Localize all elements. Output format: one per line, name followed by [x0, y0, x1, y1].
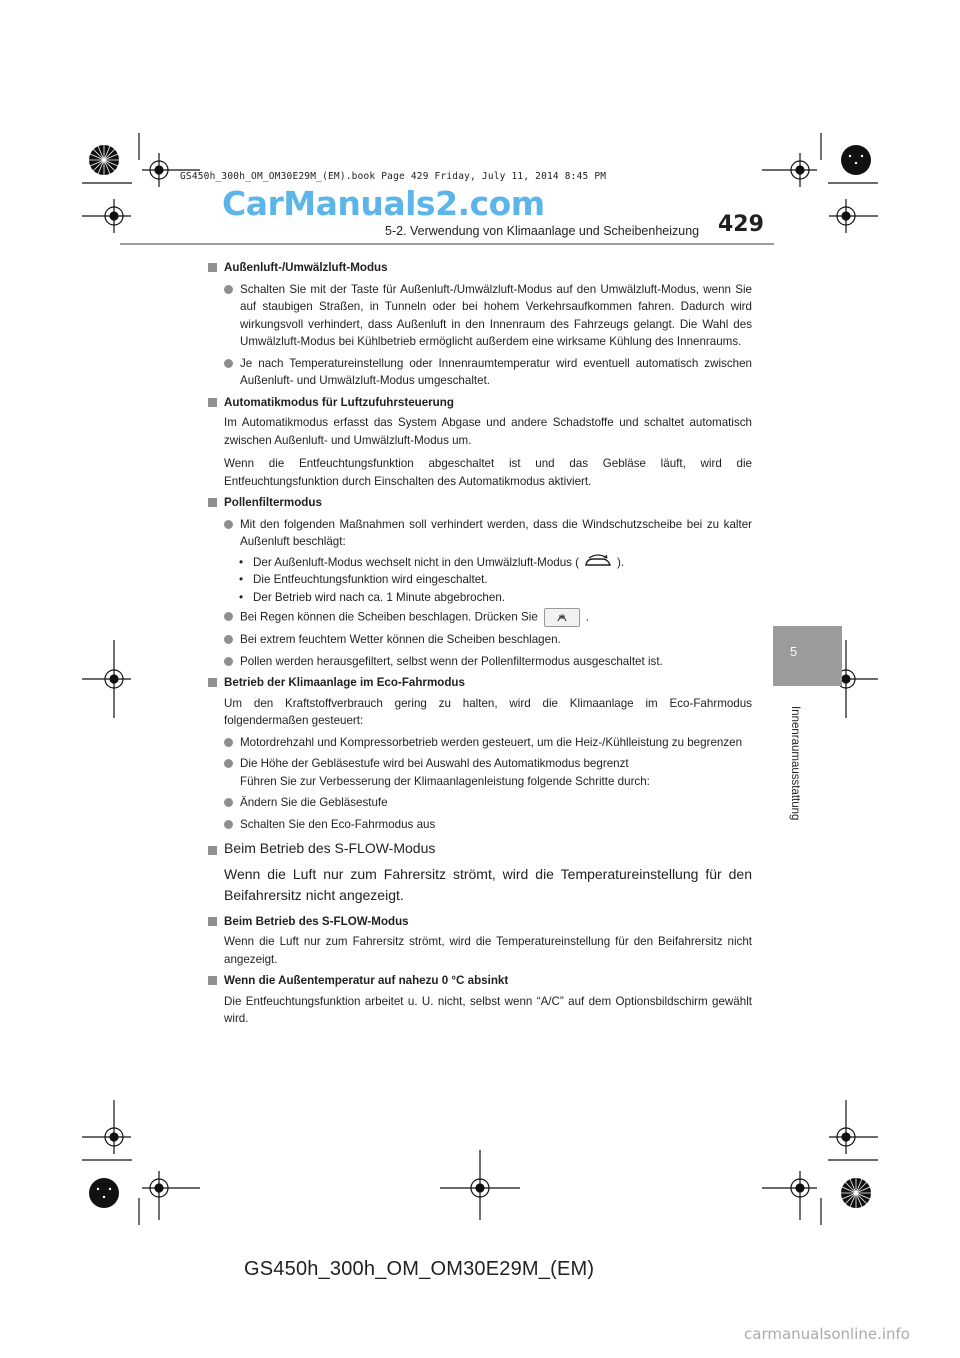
square-bullet-icon: [208, 398, 217, 407]
paragraph: Wenn die Luft nur zum Fahrersitz strömt, wird die Temperatureinstellung für den Beifahrersitz nicht angezeigt.: [224, 935, 752, 966]
section-heading: Betrieb der Klimaanlage im Eco-Fahrmodus: [207, 674, 752, 692]
bottom-watermark[interactable]: carmanualsonline.info: [744, 1325, 910, 1343]
list-item: Motordrehzahl und Kompressorbetrieb werden gesteuert, um die Heiz-/Kühlleistung zu begrenzen: [207, 734, 752, 752]
starburst-mark-icon: [89, 1178, 119, 1208]
starburst-mark-icon: [841, 145, 871, 175]
sub-list-item: • Der Betrieb wird nach ca. 1 Minute abgebrochen.: [239, 590, 505, 604]
file-info: GS450h_300h_OM_OM30E29M_(EM).book Page 429 Friday, July 11, 2014 8:45 PM: [180, 171, 607, 182]
page-number: 429: [718, 212, 764, 237]
section-title: 5-2. Verwendung von Klimaanlage und Scheibenheizung: [385, 224, 700, 238]
registration-mark-icon: [762, 153, 817, 187]
registration-mark-icon: [440, 1150, 520, 1220]
round-bullet-icon: [224, 635, 233, 644]
section-heading: Automatikmodus für Luftzufuhrsteuerung: [207, 394, 752, 412]
paragraph: Um den Kraftstoffverbrauch gering zu halten, wird die Klimaanlage im Eco-Fahrmodus folgendermaßen gesteuert:: [224, 696, 752, 727]
round-bullet-icon: [224, 738, 233, 747]
list-item: Je nach Temperatureinstellung oder Innenraumtemperatur wird eventuell automatisch zwischen Außenluft- und Umwälzluft-Modus umgeschaltet.: [207, 355, 752, 390]
paragraph: Wenn die Luft nur zum Fahrersitz strömt, wird die Temperatureinstellung für den Beifahrersitz nicht angezeigt.: [224, 865, 752, 903]
section-heading: Pollenfiltermodus: [207, 494, 752, 512]
defroster-button-icon[interactable]: [544, 608, 580, 627]
round-bullet-icon: [224, 820, 233, 829]
round-bullet-icon: [224, 285, 233, 294]
list-item: Schalten Sie den Eco-Fahrmodus aus: [207, 816, 752, 834]
round-bullet-icon: [224, 520, 233, 529]
chapter-number: 5: [790, 644, 798, 659]
section-heading: Beim Betrieb des S-FLOW-Modus: [207, 913, 752, 931]
registration-mark-icon: [82, 640, 131, 718]
section-heading: Beim Betrieb des S-FLOW-Modus: [207, 840, 752, 858]
square-bullet-icon: [208, 498, 217, 507]
chapter-label: Innenraumausstattung: [789, 706, 801, 821]
square-bullet-icon: [208, 678, 217, 687]
chapter-tab[interactable]: [773, 626, 842, 686]
footer-code: GS450h_300h_OM_OM30E29M_(EM): [244, 1258, 595, 1280]
square-bullet-icon: [208, 917, 217, 926]
round-bullet-icon: [224, 798, 233, 807]
registration-mark-icon: [82, 199, 131, 233]
round-bullet-icon: [224, 657, 233, 666]
paragraph: Die Entfeuchtungsfunktion arbeitet u. U. nicht, selbst wenn “A/C” auf dem Optionsbildschirm gewählt wird.: [224, 994, 752, 1025]
round-bullet-icon: [224, 759, 233, 768]
list-item: Mit den folgenden Maßnahmen soll verhindert werden, dass die Windschutzscheibe bei zu kalter Außenluft beschlägt:: [207, 516, 752, 551]
round-bullet-icon: [224, 612, 233, 621]
square-bullet-icon: [208, 976, 217, 985]
paragraph: Im Automatikmodus erfasst das System Abgase und andere Schadstoffe und schaltet automatisch zwischen Außenluft- und Umwälzluft-Modus um.: [224, 416, 752, 447]
registration-mark-icon: [82, 1100, 131, 1154]
list-item: Pollen werden herausgefiltert, selbst wenn der Pollenfiltermodus ausgeschaltet ist.: [207, 653, 752, 671]
registration-mark-icon: [142, 1171, 200, 1220]
header-divider: [120, 243, 774, 245]
list-item: Bei Regen können die Scheiben beschlagen. Drücken Sie .: [207, 608, 752, 627]
registration-mark-icon: [829, 1100, 878, 1154]
round-bullet-icon: [224, 359, 233, 368]
main-content: [207, 255, 752, 1028]
registration-mark-icon: [762, 1171, 817, 1220]
list-item: Ändern Sie die Gebläsestufe: [207, 794, 752, 812]
recirculation-car-icon: [583, 554, 613, 570]
section-heading: Außenluft-/Umwälzluft-Modus: [207, 259, 752, 277]
list-item: Schalten Sie mit der Taste für Außenluft-/Umwälzluft-Modus auf den Umwälzluft-Modus, wenn Sie auf staubigen Straßen, in Tunneln oder bei hohem Verkehrsaufkommen fahren. Dadurch wird wirkungsvoll verhindert, dass Außenluft in den Innenraum des Fahrzeugs gelangt. Die Wahl des Umwälzluft-Modus bei Kühlbetrieb ermöglicht außerdem eine wirksame Kühlung des Innenraums.: [207, 281, 752, 351]
starburst-mark-icon: [841, 1178, 871, 1208]
list-item: Bei extrem feuchtem Wetter können die Scheiben beschlagen.: [207, 631, 752, 649]
sub-list-item: • Die Entfeuchtungsfunktion wird eingeschaltet.: [239, 573, 488, 586]
square-bullet-icon: [208, 263, 217, 272]
section-heading: Wenn die Außentemperatur auf nahezu 0 °C absinkt: [207, 972, 752, 990]
sub-list-item: • Der Außenluft-Modus wechselt nicht in den Umwälzluft-Modus ( ).: [239, 555, 625, 569]
list-item: Die Höhe der Gebläsestufe wird bei Auswahl des Automatikmodus begrenzt Führen Sie zur Verbesserung der Klimaanlagenleistung folgende Schritte durch:: [207, 755, 752, 790]
square-bullet-icon: [208, 846, 217, 855]
watermark[interactable]: CarManuals2.com: [222, 184, 545, 223]
registration-mark-icon: [829, 199, 878, 233]
paragraph: Wenn die Entfeuchtungsfunktion abgeschaltet ist und das Gebläse läuft, wird die Entfeuchtungsfunktion durch Einschalten des Automatikmodus aktiviert.: [224, 457, 752, 488]
starburst-mark-icon: [89, 145, 119, 175]
